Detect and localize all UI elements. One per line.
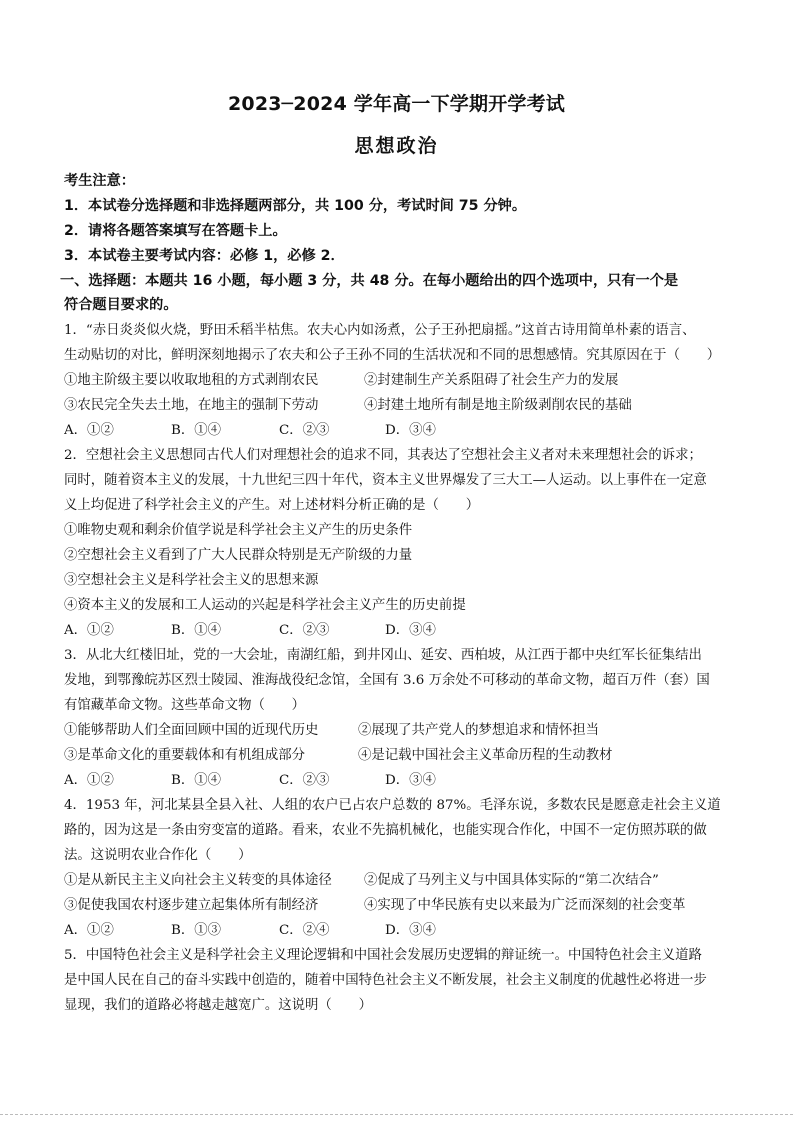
exam-subject: 思想政治	[354, 135, 439, 157]
question-2-text: 义上均促进了科学社会主义的产生。对上述材料分析正确的是（ ）	[64, 498, 480, 513]
question-5-text: 5．中国特色社会主义是科学社会主义理论逻辑和中国社会发展历史逻辑的辩证统一。中国特色社会主义道路	[64, 948, 702, 963]
choice-d[interactable]: D．③④	[385, 923, 436, 938]
choice-c[interactable]: C．②③	[279, 623, 330, 638]
choice-b[interactable]: B．①④	[171, 623, 222, 638]
question-4-statement-row	[64, 897, 740, 915]
statement: ②封建制生产关系阻碍了社会生产力的发展	[364, 373, 619, 388]
statement: ③促使我国农村逐步建立起集体所有制经济	[64, 898, 319, 913]
question-3-statement-row	[64, 747, 740, 765]
statement: ④资本主义的发展和工人运动的兴起是科学社会主义产生的历史前提	[64, 598, 466, 613]
statement: ③农民完全失去土地，在地主的强制下劳动	[64, 398, 319, 413]
choice-d[interactable]: D．③④	[385, 623, 436, 638]
question-4-text: 法。这说明农业合作化（ ）	[64, 848, 252, 863]
choice-a[interactable]: A．①②	[64, 773, 114, 788]
statement: ③空想社会主义是科学社会主义的思想来源	[64, 573, 319, 588]
notice-heading: 考生注意：	[64, 173, 135, 189]
choice-d[interactable]: D．③④	[385, 773, 436, 788]
question-2-text: 2．空想社会主义思想同古代人们对理想社会的追求不同，其表达了空想社会主义者对未来理想社会的诉求；	[64, 448, 702, 463]
page-bottom-rule	[0, 1114, 793, 1115]
question-4-statement-row	[64, 872, 740, 890]
notice-item: 3．本试卷主要考试内容：必修 1，必修 2．	[64, 248, 345, 264]
statement: ②空想社会主义看到了广大人民群众特别是无产阶级的力量	[64, 548, 413, 563]
question-3-text: 3．从北大红楼旧址，党的一大会址，南湖红船，到井冈山、延安、西柏坡，从江西于都中央红军长征集结出	[64, 648, 702, 663]
notice-item: 1．本试卷分选择题和非选择题两部分，共 100 分，考试时间 75 分钟。	[64, 198, 527, 214]
statement: ④封建土地所有制是地主阶级剥削农民的基础	[364, 398, 632, 413]
question-3-text: 发地，到鄂豫皖苏区烈士陵园、淮海战役纪念馆，全国有 3.6 万余处不可移动的革命文物，超百万件（套）国	[64, 673, 710, 688]
choice-c[interactable]: C．②④	[279, 923, 330, 938]
question-3-choices	[64, 772, 740, 790]
choice-a[interactable]: A．①②	[64, 623, 114, 638]
question-3-text: 有馆藏革命文物。这些革命文物（ ）	[64, 698, 306, 713]
question-1-text: 生动贴切的对比，鲜明深刻地揭示了农夫和公子王孙不同的生活状况和不同的思想感情。究其原因在于（ ）	[64, 348, 721, 363]
question-4-text: 路的，因为这是一条由穷变富的道路。看来，农业不先搞机械化，也能实现合作化，中国不一定仿照苏联的做	[64, 823, 707, 838]
statement: ②促成了马列主义与中国具体实际的“第二次结合”	[364, 873, 659, 888]
question-1-statement-row	[64, 372, 740, 390]
choice-c[interactable]: C．②③	[279, 423, 330, 438]
notice-item: 2．请将各题答案填写在答题卡上。	[64, 223, 287, 239]
question-2-choices	[64, 622, 740, 640]
statement: ③是革命文化的重要载体和有机组成部分	[64, 748, 306, 763]
statement: ④实现了中华民族有史以来最为广泛而深刻的社会变革	[364, 898, 686, 913]
question-4-text: 4．1953 年，河北某县全县入社、人组的农户已占农户总数的 87%。毛泽东说，多数农民是愿意走社会主义道	[64, 798, 721, 813]
statement: ②展现了共产党人的梦想追求和情怀担当	[358, 723, 600, 738]
choice-b[interactable]: B．①④	[171, 773, 222, 788]
question-4-choices	[64, 922, 740, 940]
choice-a[interactable]: A．①②	[64, 923, 114, 938]
question-1-statement-row	[64, 397, 740, 415]
section-heading-cont: 符合题目要求的。	[64, 297, 178, 313]
choice-a[interactable]: A．①②	[64, 423, 114, 438]
choice-b[interactable]: B．①③	[171, 923, 222, 938]
statement: ④是记载中国社会主义革命历程的生动教材	[358, 748, 613, 763]
question-2-text: 同时，随着资本主义的发展，十九世纪三四十年代，资本主义世界爆发了三大工—人运动。以上事件在一定意	[64, 473, 707, 488]
question-1-text: 1．“赤日炎炎似火烧，野田禾稻半枯焦。农夫心内如汤煮，公子王孙把扇摇。”这首古诗用简单朴素的语言、	[64, 323, 696, 338]
question-5-text: 是中国人民在自己的奋斗实践中创造的，随着中国特色社会主义不断发展，社会主义制度的优越性必将进一步	[64, 973, 707, 988]
statement: ①是从新民主主义向社会主义转变的具体途径	[64, 873, 332, 888]
question-3-statement-row	[64, 722, 740, 740]
choice-c[interactable]: C．②③	[279, 773, 330, 788]
statement: ①唯物史观和剩余价值学说是科学社会主义产生的历史条件	[64, 523, 413, 538]
choice-d[interactable]: D．③④	[385, 423, 436, 438]
section-heading: 一、选择题：本题共 16 小题，每小题 3 分，共 48 分。在每小题给出的四个选项中，只有一个是	[60, 273, 679, 289]
statement: ①地主阶级主要以收取地租的方式剥削农民	[64, 373, 319, 388]
exam-title: 2023─2024 学年高一下学期开学考试	[227, 93, 566, 115]
question-1-choices	[64, 422, 740, 440]
statement: ①能够帮助人们全面回顾中国的近现代历史	[64, 723, 319, 738]
question-5-text: 显现，我们的道路必将越走越宽广。这说明（ ）	[64, 998, 372, 1013]
choice-b[interactable]: B．①④	[171, 423, 222, 438]
